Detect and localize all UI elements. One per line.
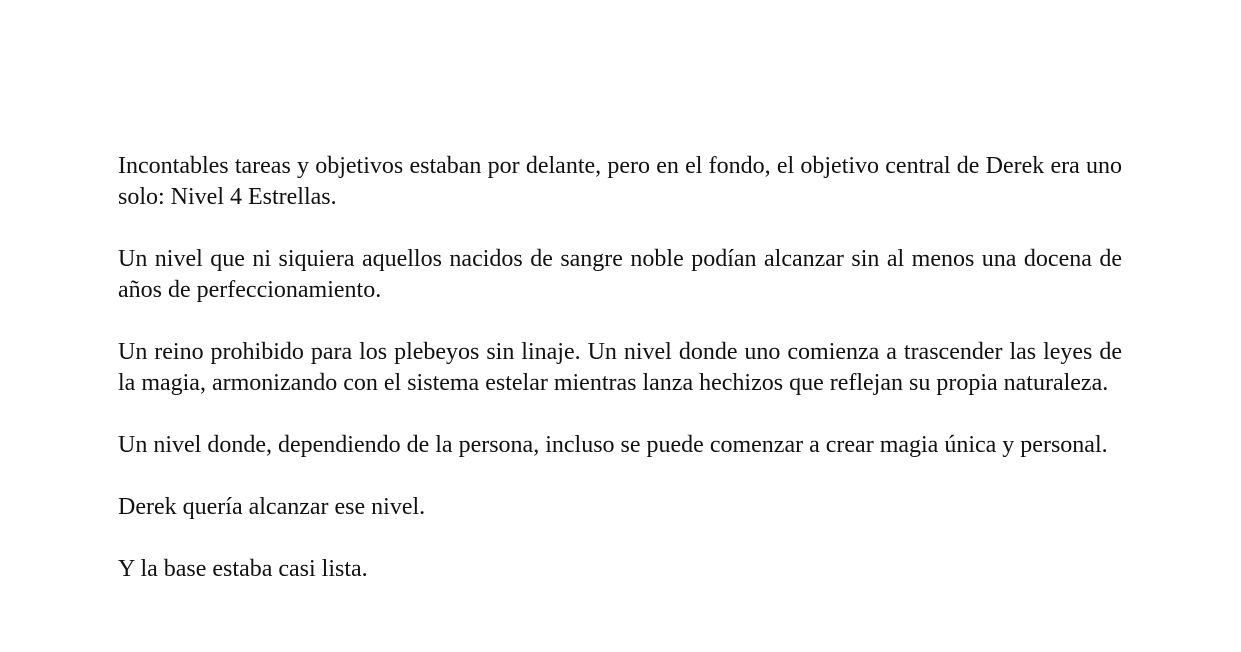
paragraph-2: Un nivel que ni siquiera aquellos nacidos de sangre noble podían alcanzar sin al menos una docena de años de perfeccionamiento. bbox=[118, 246, 1122, 303]
paragraph-1: Incontables tareas y objetivos estaban por delante, pero en el fondo, el objetivo central de Derek era uno solo: Nivel 4 Estrellas. bbox=[118, 153, 1122, 210]
paragraph-4: Un nivel donde, dependiendo de la persona, incluso se puede comenzar a crear magia única y personal. bbox=[118, 432, 1108, 458]
document-body bbox=[118, 151, 1122, 585]
paragraph-6: Y la base estaba casi lista. bbox=[118, 556, 368, 582]
paragraph-3: Un reino prohibido para los plebeyos sin linaje. Un nivel donde uno comienza a trascender las leyes de la magia, armonizando con el sistema estelar mientras lanza hechizos que reflejan su propia naturaleza. bbox=[118, 339, 1122, 396]
paragraph-5: Derek quería alcanzar ese nivel. bbox=[118, 494, 426, 520]
